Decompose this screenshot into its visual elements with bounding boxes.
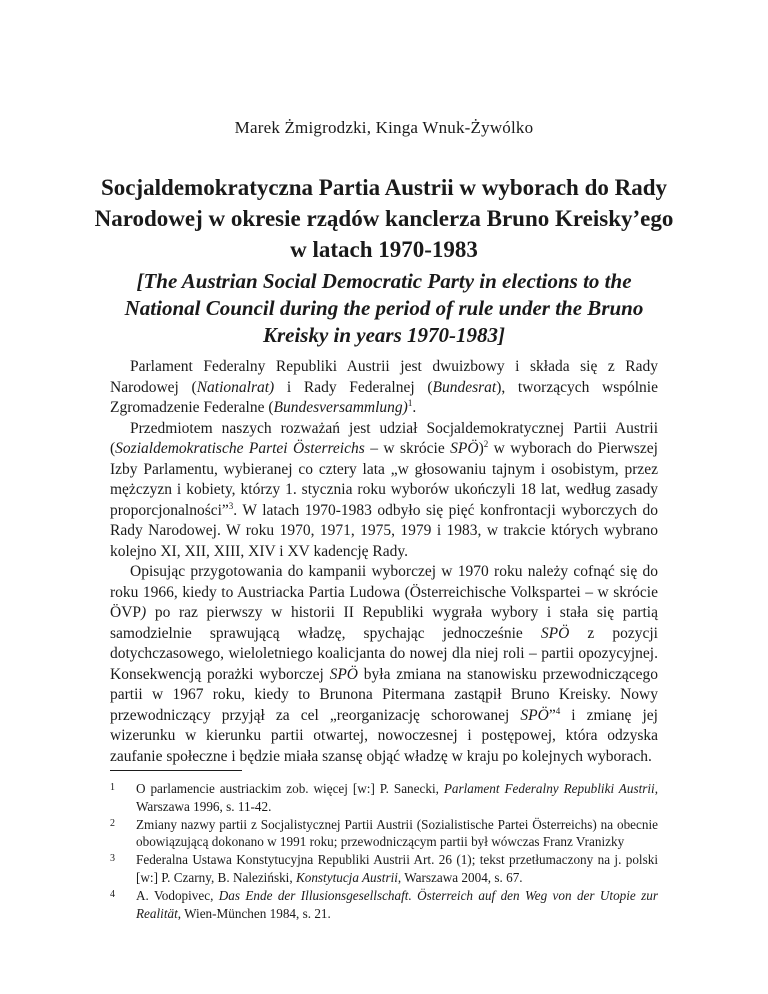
article-body [110, 357, 658, 767]
footnote-number: 2 [110, 817, 115, 829]
footnote-number: 4 [110, 888, 115, 900]
footnote-3 [110, 851, 658, 887]
footnote-2 [110, 816, 658, 852]
footnote-text: Federalna Ustawa Konstytucyjna Republiki Austrii Art. 26 (1); tekst przetłumaczony na j. polski [w:] P. Czarny, B. Naleziński, Konstytucja Austrii, Warszawa 2004, s. 67. [136, 852, 658, 885]
footnote-text: A. Vodopivec, Das Ende der Illusionsgesellschaft. Österreich auf den Weg von der Utopie zur Realität, Wien-München 1984, s. 21. [136, 887, 658, 921]
authors-line: Marek Żmigrodzki, Kinga Wnuk-Żywólko [234, 118, 534, 137]
footnote-ref-2: 2 [483, 438, 489, 449]
footnote-ref-1: 1 [407, 397, 413, 408]
paragraph-2: Przedmiotem naszych rozważań jest udział Socjaldemokratycznej Partii Austrii (Sozialdemokratische Partei Österreichs – w skrócie SPÖ)$^2$ w wyborach do Pierwszej Izby Parlamentu, wybieranej co cztery lata „w głosowaniu tajnym i osobistym, przez mężczyzn i kobiety, którzy 1. stycznia roku wyborów ukończyli 18 lat, według zasady proporcjonalności”$^3$. W latach 1970-1983 odbyło się pięć konfrontacji wyborczych do Rady Narodowej. W roku 1970, 1971, 1975, 1979 i 1983, w trakcie których wybrano kolejno XI, XII, XIII, XIV i XV kadencję Rady. [110, 419, 658, 560]
footnote-number: 3 [110, 853, 115, 865]
footnotes [110, 780, 658, 922]
footnote-divider [110, 770, 242, 771]
footnote-number: 1 [110, 782, 115, 793]
footnote-text: Zmiany nazwy partii z Socjalistycznej Partii Austrii (Sozialistische Partei Österreichs) na obecnie obowiązującą dokonano w 1991 roku; przewodniczącym partii był wówczas Franz Vranizky [136, 816, 658, 850]
paragraph-1: Parlament Federalny Republiki Austrii jest dwuizbowy i składa się z Rady Narodowej (Nationalrat) i Rady Federalnej (Bundesrat), tworzących wspólnie Zgromadzenie Federalne (Bundesversammlung)$^1$. [110, 358, 658, 416]
article-title: Socjaldemokratyczna Partia Austrii w wyborach do Rady Narodowej w okresie rządów kanclerza Bruno Kreisky’ego w latach 1970-1983 [94, 175, 674, 262]
footnote-text: O parlamencie austriackim zob. więcej [w:] P. Sanecki, Parlament Federalny Republiki Austrii, Warszawa 1996, s. 11-42. [136, 781, 658, 814]
article-subtitle-english: [The Austrian Social Democratic Party in elections to the National Council during the period of rule under the Bruno Kreisky in years 1970-1983] [124, 269, 644, 347]
footnote-ref-4: 4 [555, 705, 561, 716]
footnote-4 [110, 887, 658, 923]
footnote-ref-3: 3 [228, 500, 234, 511]
footnote-1 [110, 780, 658, 816]
paragraph-3: Opisując przygotowania do kampanii wyborczej w 1970 roku należy cofnąć się do roku 1966, kiedy to Austriacka Partia Ludowa (Österreichische Volkspartei – w skrócie ÖVP) po raz pierwszy w historii II Republiki wygrała wybory i stała się partią samodzielnie sprawującą władzę, spychając jednocześnie SPÖ z pozycji dotychczasowego, wieloletniego koalicjanta do nowej dla niej roli – partii opozycyjnej. Konsekwencją porażki wyborczej SPÖ była zmiana na stanowisku przewodniczącego partii w 1967 roku, kiedy to Brunona Pitermana zastąpił Bruno Kreisky. Nowy przewodniczący przyjął za cel „reorganizację schorowanej SPÖ”$^4$ i zmianę jej wizerunku w kierunku partii otwartej, nowoczesnej i postępowej, która odzyska zaufanie społeczne i będzie miała szansę objąć władzę w kraju po kolejnych wyborach. [110, 563, 658, 765]
